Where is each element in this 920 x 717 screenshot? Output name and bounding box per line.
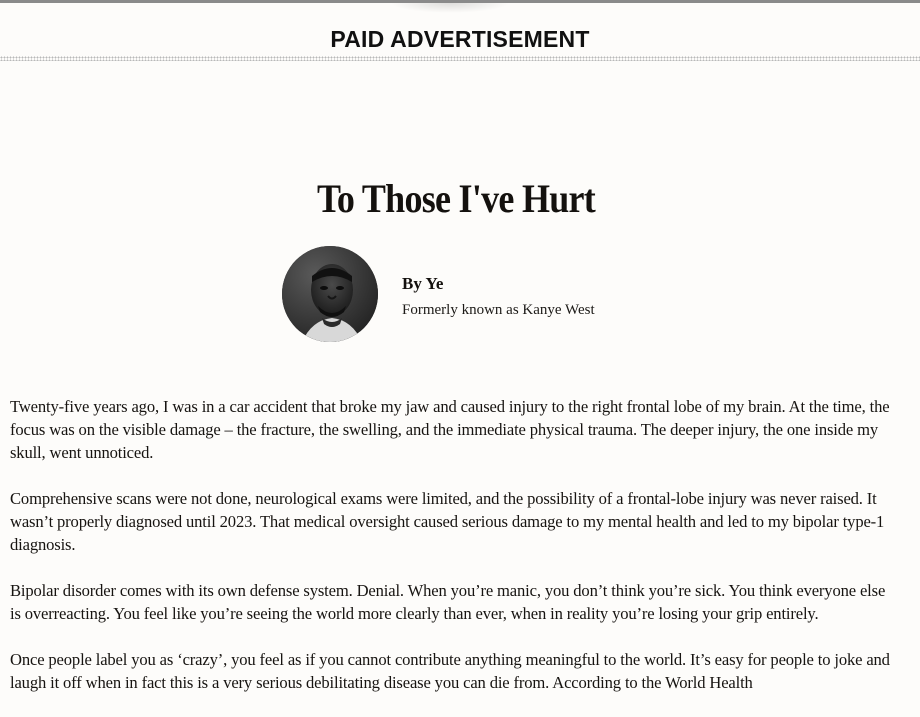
article-paragraph: Once people label you as ‘crazy’, you feel as if you cannot contribute anything meaningful to the world. It’s easy for people to joke and laugh it off when in fact this is a very serious debilitating disease you can die from. According to the World Health: [10, 650, 890, 692]
author-subtitle: Formerly known as Kanye West: [402, 302, 595, 318]
paid-advertisement-banner: PAID ADVERTISEMENT: [330, 26, 590, 52]
article-paragraph: Bipolar disorder comes with its own defense system. Denial. When you’re manic, you don’t think you’re sick. You think everyone else is overreacting. You feel like you’re seeing the world more clearly than ever, when in reality you’re losing your grip entirely.: [10, 581, 886, 623]
author-avatar: [282, 246, 378, 342]
article-body: [10, 395, 892, 717]
top-rule-shadow: [390, 3, 510, 13]
author-portrait-icon: [282, 246, 378, 342]
article-headline: To Those I've Hurt: [316, 176, 596, 221]
article-paragraph: Twenty-five years ago, I was in a car accident that broke my jaw and caused injury to the right frontal lobe of my brain. At the time, the focus was on the visible damage – the fracture, the swelling, and the immediate physical trauma. The deeper injury, the one inside my skull, went unnoticed.: [10, 397, 890, 462]
article-paragraph: Comprehensive scans were not done, neurological exams were limited, and the possibility of a frontal-lobe injury was never raised. It wasn’t properly diagnosed until 2023. That medical oversight caused serious damage to my mental health and led to my bipolar type-1 diagnosis.: [10, 489, 885, 554]
dotted-divider: [0, 56, 920, 61]
author-byline: By Ye: [402, 274, 444, 293]
